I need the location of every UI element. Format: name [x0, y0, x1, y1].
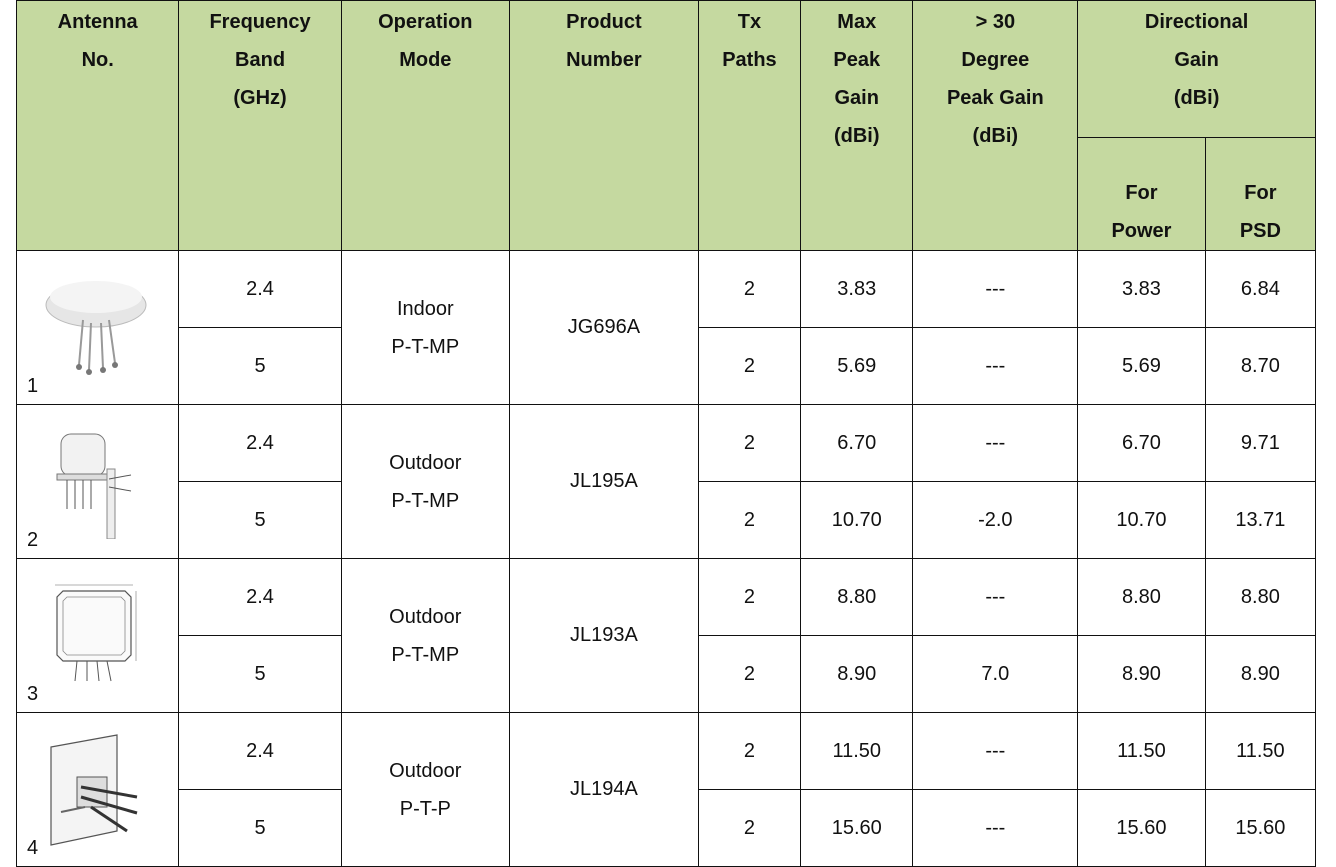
- tx-paths-cell: 2: [698, 482, 800, 559]
- max-peak-gain-cell: 5.69: [800, 328, 913, 405]
- ceiling-dome-antenna-icon: [41, 265, 151, 385]
- tx-paths-cell: 2: [698, 405, 800, 482]
- max-peak-gain-cell: 11.50: [800, 713, 913, 790]
- header-directional-gain: Directional Gain (dBi): [1078, 1, 1316, 138]
- header-over30-peak-gain: > 30 Degree Peak Gain (dBi): [913, 1, 1078, 251]
- table-row: [17, 251, 1316, 328]
- table-row: [17, 713, 1316, 790]
- header-row-1: [17, 1, 1316, 138]
- for-psd-cell: 8.90: [1205, 636, 1315, 713]
- for-psd-cell: 13.71: [1205, 482, 1315, 559]
- operation-mode-cell: Outdoor P-T-P: [341, 713, 509, 867]
- header-frequency-band: Frequency Band (GHz): [179, 1, 341, 251]
- frequency-cell: 5: [179, 790, 341, 867]
- antenna-number: 4: [27, 837, 39, 859]
- header-antenna-no: Antenna No.: [17, 1, 179, 251]
- for-psd-cell: 11.50: [1205, 713, 1315, 790]
- tx-paths-cell: 2: [698, 636, 800, 713]
- frequency-cell: 2.4: [179, 251, 341, 328]
- antenna-image-cell: [17, 559, 179, 713]
- frequency-cell: 2.4: [179, 713, 341, 790]
- for-power-cell: 3.83: [1078, 251, 1206, 328]
- max-peak-gain-cell: 8.90: [800, 636, 913, 713]
- for-psd-cell: 15.60: [1205, 790, 1315, 867]
- for-power-cell: 11.50: [1078, 713, 1206, 790]
- product-number-cell: JL194A: [509, 713, 698, 867]
- antenna-number: 3: [27, 683, 39, 705]
- header-for-psd: For PSD: [1205, 138, 1315, 251]
- max-peak-gain-cell: 15.60: [800, 790, 913, 867]
- frequency-cell: 5: [179, 328, 341, 405]
- header-operation-mode: Operation Mode: [341, 1, 509, 251]
- antenna-image-cell: [17, 405, 179, 559]
- for-psd-cell: 8.70: [1205, 328, 1315, 405]
- antenna-number: 1: [27, 375, 39, 397]
- product-number-cell: JG696A: [509, 251, 698, 405]
- frequency-cell: 5: [179, 636, 341, 713]
- over30-gain-cell: ---: [913, 713, 1078, 790]
- tx-paths-cell: 2: [698, 790, 800, 867]
- operation-mode-cell: Outdoor P-T-MP: [341, 559, 509, 713]
- table-row: [17, 559, 1316, 636]
- product-number-cell: JL195A: [509, 405, 698, 559]
- operation-mode-cell: Outdoor P-T-MP: [341, 405, 509, 559]
- frequency-cell: 5: [179, 482, 341, 559]
- for-psd-cell: 6.84: [1205, 251, 1315, 328]
- for-power-cell: 8.80: [1078, 559, 1206, 636]
- operation-mode-cell: Indoor P-T-MP: [341, 251, 509, 405]
- max-peak-gain-cell: 3.83: [800, 251, 913, 328]
- header-for-power: For Power: [1078, 138, 1206, 251]
- antenna-image-cell: [17, 251, 179, 405]
- panel-antenna-drawing-icon: [41, 573, 151, 693]
- tx-paths-cell: 2: [698, 559, 800, 636]
- over30-gain-cell: ---: [913, 405, 1078, 482]
- tx-paths-cell: 2: [698, 251, 800, 328]
- header-product-number: Product Number: [509, 1, 698, 251]
- header-max-peak-gain: Max Peak Gain (dBi): [800, 1, 913, 251]
- for-power-cell: 15.60: [1078, 790, 1206, 867]
- tx-paths-cell: 2: [698, 328, 800, 405]
- antenna-gain-table: [16, 0, 1316, 867]
- over30-gain-cell: ---: [913, 559, 1078, 636]
- max-peak-gain-cell: 10.70: [800, 482, 913, 559]
- antenna-image-cell: [17, 713, 179, 867]
- over30-gain-cell: -2.0: [913, 482, 1078, 559]
- product-number-cell: JL193A: [509, 559, 698, 713]
- antenna-number: 2: [27, 529, 39, 551]
- antenna-table-container: [16, 0, 1316, 867]
- table-row: [17, 405, 1316, 482]
- max-peak-gain-cell: 8.80: [800, 559, 913, 636]
- directional-panel-antenna-icon: [41, 727, 151, 847]
- for-power-cell: 8.90: [1078, 636, 1206, 713]
- frequency-cell: 2.4: [179, 559, 341, 636]
- frequency-cell: 2.4: [179, 405, 341, 482]
- over30-gain-cell: ---: [913, 328, 1078, 405]
- over30-gain-cell: ---: [913, 251, 1078, 328]
- over30-gain-cell: ---: [913, 790, 1078, 867]
- for-psd-cell: 9.71: [1205, 405, 1315, 482]
- for-power-cell: 5.69: [1078, 328, 1206, 405]
- for-power-cell: 10.70: [1078, 482, 1206, 559]
- max-peak-gain-cell: 6.70: [800, 405, 913, 482]
- header-tx-paths: Tx Paths: [698, 1, 800, 251]
- for-power-cell: 6.70: [1078, 405, 1206, 482]
- tx-paths-cell: 2: [698, 713, 800, 790]
- for-psd-cell: 8.80: [1205, 559, 1315, 636]
- omni-mast-antenna-icon: [41, 419, 151, 539]
- over30-gain-cell: 7.0: [913, 636, 1078, 713]
